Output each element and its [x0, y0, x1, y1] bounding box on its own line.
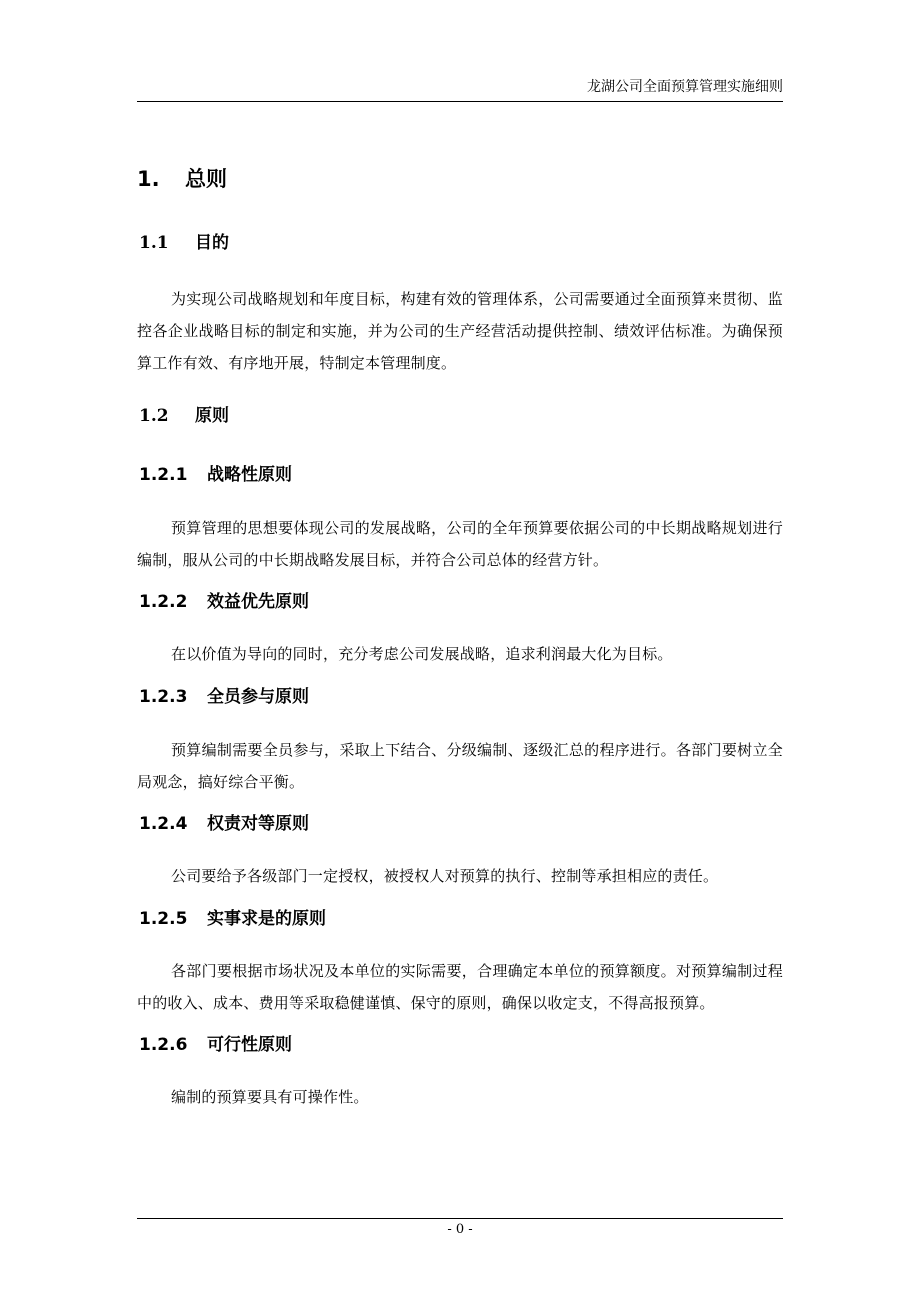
footer-rule	[137, 1218, 783, 1219]
heading-number: 1.2.6	[139, 1035, 188, 1055]
heading-number: 1.1	[139, 233, 169, 253]
page-number: - 0 -	[447, 1222, 473, 1237]
header-rule	[137, 101, 783, 102]
page-header-title: 龙湖公司全面预算管理实施细则	[587, 79, 783, 95]
paragraph-responsibility: 公司要给予各级部门一定授权，被授权人对预算的执行、控制等承担相应的责任。	[171, 867, 719, 885]
heading-text: 目的	[195, 233, 229, 253]
heading-text: 原则	[195, 406, 229, 426]
paragraph-efficiency: 在以价值为导向的同时，充分考虑公司发展战略，追求利润最大化为目标。	[171, 645, 673, 663]
heading-number: 1.2.5	[139, 909, 188, 929]
heading-number: 1.2.1	[139, 465, 188, 485]
paragraph-pragmatic: 各部门要根据市场状况及本单位的实际需要，合理确定本单位的预算额度。对预算编制过程中的收入、成本、费用等采取稳健谨慎、保守的原则，确保以收定支，不得高报预算。	[137, 962, 783, 1012]
heading-text: 战略性原则	[207, 465, 292, 485]
paragraph-feasibility: 编制的预算要具有可操作性。	[171, 1088, 369, 1106]
heading-text: 权责对等原则	[207, 814, 309, 834]
heading-text: 可行性原则	[207, 1035, 292, 1055]
heading-number: 1.2.3	[139, 687, 188, 707]
heading-text: 总则	[185, 167, 227, 191]
paragraph-purpose: 为实现公司战略规划和年度目标，构建有效的管理体系，公司需要通过全面预算来贯彻、监控各企业战略目标的制定和实施，并为公司的生产经营活动提供控制、绩效评估标准。为确保预算工作有效、有序地开展，特制定本管理制度。	[137, 290, 783, 372]
heading-text: 实事求是的原则	[207, 909, 326, 929]
heading-number: 1.2.4	[139, 814, 188, 834]
heading-number: 1.2.2	[139, 592, 188, 612]
paragraph-participation: 预算编制需要全员参与，采取上下结合、分级编制、逐级汇总的程序进行。各部门要树立全局观念，搞好综合平衡。	[137, 741, 783, 791]
heading-text: 全员参与原则	[207, 687, 309, 707]
heading-number: 1.2	[139, 406, 169, 426]
heading-number: 1.	[137, 167, 160, 191]
paragraph-strategic: 预算管理的思想要体现公司的发展战略，公司的全年预算要依据公司的中长期战略规划进行编制，服从公司的中长期战略发展目标，并符合公司总体的经营方针。	[137, 519, 783, 569]
heading-text: 效益优先原则	[207, 592, 309, 612]
